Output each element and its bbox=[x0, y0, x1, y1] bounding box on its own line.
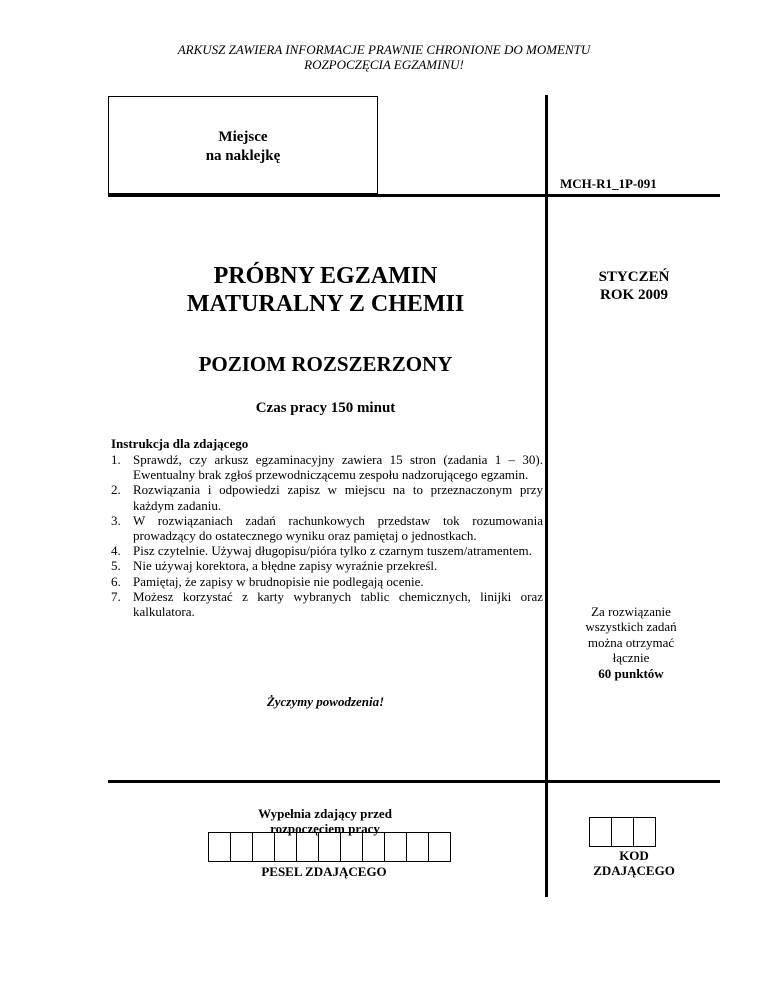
instruction-item bbox=[111, 558, 543, 573]
points-total: 60 punktów bbox=[598, 665, 664, 681]
pesel-digit-cell[interactable] bbox=[319, 833, 341, 861]
instructions-heading: Instrukcja dla zdającego bbox=[111, 436, 249, 451]
instructions-list bbox=[111, 452, 543, 619]
protection-warning bbox=[0, 42, 768, 72]
bottom-divider-line bbox=[108, 780, 720, 783]
warning-line-1: ARKUSZ ZAWIERA INFORMACJE PRAWNIE CHRONIONE DO MOMENTU bbox=[177, 42, 591, 57]
instruction-text: Możesz korzystać z karty wybranych tablic chemicznych, linijki oraz kalkulatora. bbox=[133, 588, 543, 620]
pesel-digit-cell[interactable] bbox=[209, 833, 231, 861]
instruction-text: Pamiętaj, że zapisy w brudnopisie nie podlegają ocenie. bbox=[133, 573, 424, 589]
instruction-item bbox=[111, 482, 543, 512]
points-line-1: Za rozwiązanie bbox=[591, 604, 671, 619]
title-line-1: PRÓBNY EGZAMIN bbox=[213, 263, 438, 289]
candidate-code-label bbox=[548, 848, 720, 878]
top-divider-line bbox=[108, 194, 720, 197]
candidate-code-input[interactable] bbox=[589, 817, 656, 847]
instruction-text: Pisz czytelnie. Używaj długopisu/pióra tylko z czarnym tuszem/atramentem. bbox=[133, 543, 532, 559]
warning-line-2: ROZPOCZĘCIA EGZAMINU! bbox=[304, 57, 464, 72]
right-column-divider bbox=[545, 95, 548, 897]
pesel-input[interactable] bbox=[208, 832, 451, 862]
sticker-line-1: Miejsce bbox=[218, 129, 268, 145]
points-line-4: łącznie bbox=[612, 650, 650, 666]
instruction-text: Nie używaj korektora, a błędne zapisy wyraźnie przekreśl. bbox=[133, 558, 438, 574]
instruction-text: Rozwiązania i odpowiedzi zapisz w miejscu na to przeznaczonym przy każdym zadaniu. bbox=[133, 482, 543, 513]
instruction-number: 6. bbox=[111, 573, 121, 589]
code-digit-cell[interactable] bbox=[612, 818, 634, 846]
instruction-text: W rozwiązaniach zadań rachunkowych przedstaw tok rozumowania prowadzący do ostatecznego wyniku oraz pamiętaj o jednostkach. bbox=[133, 512, 543, 544]
instruction-number: 3. bbox=[111, 512, 121, 528]
pesel-digit-cell[interactable] bbox=[253, 833, 275, 861]
instruction-number: 2. bbox=[111, 482, 121, 498]
pesel-digit-cell[interactable] bbox=[385, 833, 407, 861]
pesel-digit-cell[interactable] bbox=[231, 833, 253, 861]
sticker-label bbox=[108, 128, 378, 166]
kod-label-line-1: KOD bbox=[619, 848, 649, 863]
pesel-digit-cell[interactable] bbox=[429, 833, 451, 861]
title-line-2: MATURALNY Z CHEMII bbox=[186, 291, 465, 317]
code-digit-cell[interactable] bbox=[634, 818, 656, 846]
pesel-label: PESEL ZDAJĄCEGO bbox=[261, 864, 387, 879]
kod-label-line-2: ZDAJĄCEGO bbox=[593, 863, 675, 878]
points-line-2: wszystkich zadań bbox=[585, 619, 677, 635]
instruction-item bbox=[111, 543, 543, 558]
instruction-number: 7. bbox=[111, 588, 121, 604]
instruction-item bbox=[111, 589, 543, 619]
fill-label-line-2: rozpoczęciem pracy bbox=[270, 821, 380, 836]
instruction-number: 4. bbox=[111, 543, 121, 559]
instruction-number: 1. bbox=[111, 452, 121, 467]
good-luck-message: Życzymy powodzenia! bbox=[266, 694, 385, 709]
pesel-digit-cell[interactable] bbox=[275, 833, 297, 861]
instruction-item bbox=[111, 452, 543, 482]
date-month: STYCZEŃ bbox=[598, 269, 670, 285]
pesel-digit-cell[interactable] bbox=[341, 833, 363, 861]
date-year: ROK 2009 bbox=[600, 287, 668, 303]
exam-code: MCH-R1_1P-091 bbox=[560, 176, 657, 191]
instruction-item bbox=[111, 574, 543, 589]
points-line-3: można otrzymać bbox=[587, 634, 675, 650]
pesel-digit-cell[interactable] bbox=[297, 833, 319, 861]
pesel-digit-cell[interactable] bbox=[363, 833, 385, 861]
instruction-number: 5. bbox=[111, 558, 121, 574]
exam-level: POZIOM ROZSZERZONY bbox=[198, 352, 453, 376]
exam-date bbox=[548, 268, 720, 304]
points-info bbox=[528, 604, 734, 681]
code-digit-cell[interactable] bbox=[590, 818, 612, 846]
instruction-item bbox=[111, 513, 543, 543]
exam-title bbox=[108, 262, 543, 318]
exam-duration: Czas pracy 150 minut bbox=[255, 400, 396, 416]
instruction-text: Sprawdź, czy arkusz egzaminacyjny zawiera 15 stron (zadania 1 – 30). Ewentualny brak zgłoś przewodniczącemu zespołu nadzorującego egzamin. bbox=[133, 452, 543, 483]
pesel-digit-cell[interactable] bbox=[407, 833, 429, 861]
fill-label-line-1: Wypełnia zdający przed bbox=[258, 806, 392, 821]
sticker-line-2: na naklejkę bbox=[205, 148, 281, 164]
